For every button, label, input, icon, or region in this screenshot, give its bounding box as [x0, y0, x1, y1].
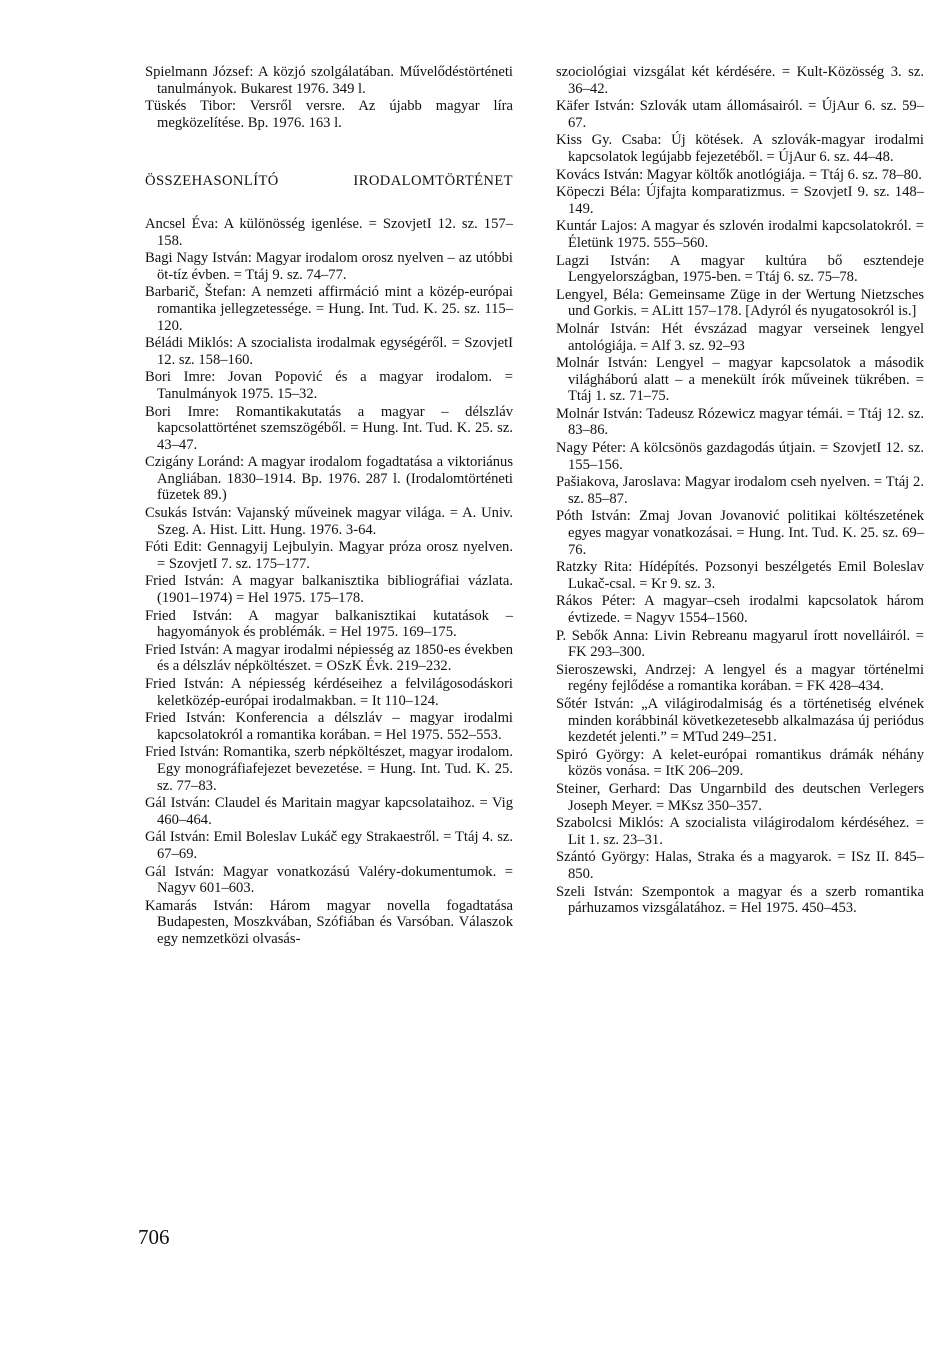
- bibliography-entry: Czigány Loránd: A magyar irodalom fogadtatása a viktoriánus Angliában. 1830–1914. Bp. 1976. 287 l. (Irodalomtörténeti füzetek 89.): [145, 454, 513, 504]
- bibliography-entry: Bori Imre: Jovan Popović és a magyar irodalom. = Tanulmányok 1975. 15–32.: [145, 369, 513, 402]
- bibliography-entry: Póth István: Zmaj Jovan Jovanović politikai költészetének egyes magyar vonatkozásai. = Hung. Int. Tud. K. 25. sz. 69–76.: [556, 508, 924, 558]
- left-column: [145, 64, 513, 949]
- bibliography-entry: Fried István: A népiesség kérdéseihez a felvilágosodáskori keletközép-európai irodalmakban. = It 110–124.: [145, 676, 513, 709]
- bibliography-entry: Steiner, Gerhard: Das Ungarnbild des deutschen Verlegers Joseph Meyer. = MKsz 350–357.: [556, 780, 924, 814]
- bibliography-entry: Fried István: Romantika, szerb népköltészet, magyar irodalom. Egy monográfiafejezet bevezetése. = Hung. Int. Tud. K. 25. sz. 77–83.: [145, 744, 513, 794]
- bibliography-entry: Gál István: Emil Boleslav Lukáč egy Strakaestről. = Ttáj 4. sz. 67–69.: [145, 829, 513, 862]
- bibliography-entry: Sieroszewski, Andrzej: A lengyel és a magyar történelmi regény fejlődése a romantika korában. = FK 428–434.: [556, 661, 924, 695]
- bibliography-entry: Szántó György: Halas, Straka és a magyarok. = ISz II. 845–850.: [556, 849, 924, 882]
- bibliography-entry: Fried István: A magyar balkanisztika bibliográfiai vázlata. (1901–1974) = Hel 1975. 175–178.: [145, 573, 513, 607]
- bibliography-entry: Gál István: Magyar vonatkozású Valéry-dokumentumok. = Nagyv 601–603.: [145, 863, 513, 897]
- bibliography-entry: Tüskés Tibor: Versről versre. Az újabb magyar líra megközelítése. Bp. 1976. 163 l.: [145, 98, 513, 131]
- bibliography-entry: Spielmann József: A közjó szolgálatában. Művelődéstörténeti tanulmányok. Bukarest 1976. 349 l.: [145, 64, 513, 97]
- bibliography-entry: Sőtér István: „A világirodalmiság és a történetiség elvének minden korábbinál következetesebb alkalmazása új periódus kezdetét jelenti.” = MTud 249–251.: [556, 695, 924, 746]
- bibliography-entry: Csukás István: Vajanský műveinek magyar világa. = A. Univ. Szeg. A. Hist. Litt. Hung. 1976. 3-64.: [145, 505, 513, 538]
- bibliography-entry: Szeli István: Szempontok a magyar és a szerb romantika párhuzamos vizsgálatához. = Hel 1975. 450–453.: [556, 883, 924, 917]
- bibliography-entry: Fried István: A magyar balkanisztikai kutatások – hagyományok és problémák. = Hel 1975. 169–175.: [145, 607, 513, 641]
- bibliography-entry: Fried István: A magyar irodalmi népiesség az 1850-es években és a délszláv népköltészet. = OSzK Évk. 219–232.: [145, 641, 513, 675]
- bibliography-entry: Gál István: Claudel és Maritain magyar kapcsolataihoz. = Vig 460–464.: [145, 795, 513, 828]
- right-column: [556, 64, 924, 918]
- bibliography-entry: Kiss Gy. Csaba: Új kötések. A szlovák-magyar irodalmi kapcsolatok legújabb fejezetéből. = ÚjAur 6. sz. 44–48.: [556, 132, 924, 165]
- bibliography-entry: Lagzi István: A magyar kultúra bő esztendeje Lengyelországban, 1975-ben. = Ttáj 6. sz. 75–78.: [556, 252, 924, 286]
- bibliography-entry: Fóti Edit: Gennagyij Lejbulyin. Magyar próza orosz nyelven. = SzovjetI 7. sz. 175–177.: [145, 539, 513, 572]
- bibliography-entry: Köpeczi Béla: Újfajta komparatizmus. = SzovjetI 9. sz. 148–149.: [556, 184, 924, 217]
- bibliography-entry: Béládi Miklós: A szocialista irodalmak egységéről. = SzovjetI 12. sz. 158–160.: [145, 335, 513, 368]
- bibliography-entry: Lengyel, Béla: Gemeinsame Züge in der Wertung Nietzsches und Gorkis. = ALitt 157–178. [Adyról és nyugatosokról is.]: [556, 286, 924, 320]
- bibliography-entry: Kamarás István: Három magyar novella fogadtatása Budapesten, Moszkvában, Szófiában és Varsóban. Válaszok egy nemzetközi olvasás-: [145, 897, 513, 947]
- bibliography-entry: Ancsel Éva: A különösség igenlése. = SzovjetI 12. sz. 157–158.: [145, 215, 513, 249]
- bibliography-entry: Molnár István: Hét évszázad magyar verseinek lengyel antológiája. = Alf 3. sz. 92–93: [556, 320, 924, 354]
- bibliography-entry-continued: szociológiai vizsgálat két kérdésére. = Kult-Közösség 3. sz. 36–42.: [556, 64, 924, 97]
- bibliography-entry: Szabolcsi Miklós: A szocialista világirodalom kérdéséhez. = Lit 1. sz. 23–31.: [556, 815, 924, 848]
- bibliography-entry: Rákos Péter: A magyar–cseh irodalmi kapcsolatok három évtizede. = Nagyv 1554–1560.: [556, 593, 924, 626]
- bibliography-entry: Kovács István: Magyar költők anotlógiája. = Ttáj 6. sz. 78–80.: [556, 166, 922, 183]
- page-number: 706: [138, 1225, 170, 1249]
- bibliography-entry: P. Sebők Anna: Livin Rebreanu magyarul írott novelláiról. = FK 293–300.: [556, 627, 924, 661]
- bibliography-entry: Bori Imre: Romantikakutatás a magyar – délszláv kapcsolattörténet szemszögéből. = Hung. Int. Tud. K. 25. sz. 43–47.: [145, 403, 513, 453]
- bibliography-entry: Kuntár Lajos: A magyar és szlovén irodalmi kapcsolatokról. = Életünk 1975. 555–560.: [556, 218, 924, 251]
- section-heading: ÖSSZEHASONLÍTÓ IRODALOMTÖRTÉNET: [145, 173, 513, 190]
- bibliography-entry: Käfer István: Szlovák utam állomásairól. = ÚjAur 6. sz. 59–67.: [556, 98, 924, 131]
- bibliography-entry: Molnár István: Tadeusz Rózewicz magyar témái. = Ttáj 12. sz. 83–86.: [556, 405, 924, 439]
- bibliography-entry: Spiró György: A kelet-európai romantikus drámák néhány közös vonása. = ItK 206–209.: [556, 746, 924, 780]
- bibliography-entry: Bagi Nagy István: Magyar irodalom orosz nyelven – az utóbbi öt-tíz évben. = Ttáj 9. sz. 74–77.: [145, 250, 513, 283]
- bibliography-entry: Ratzky Rita: Hídépítés. Pozsonyi beszélgetés Emil Boleslav Lukač-csal. = Kr 9. sz. 3.: [556, 559, 924, 592]
- bibliography-entry: Barbarič, Štefan: A nemzeti affirmáció mint a közép-európai romantika jellegzetessége. = Hung. Int. Tud. K. 25. sz. 115–120.: [145, 284, 513, 334]
- bibliography-entry: Molnár István: Lengyel – magyar kapcsolatok a második világháború alatt – a menekült írók műveinek tükrében. = Ttáj 1. sz. 71–75.: [556, 355, 924, 405]
- bibliography-entry: Pašiakova, Jaroslava: Magyar irodalom cseh nyelven. = Ttáj 2. sz. 85–87.: [556, 474, 924, 507]
- bibliography-entry: Nagy Péter: A kölcsönös gazdagodás útjain. = SzovjetI 12. sz. 155–156.: [556, 440, 924, 473]
- bibliography-entry: Fried István: Konferencia a délszláv – magyar irodalmi kapcsolatokról a romantika korában. = Hel 1975. 552–553.: [145, 710, 513, 743]
